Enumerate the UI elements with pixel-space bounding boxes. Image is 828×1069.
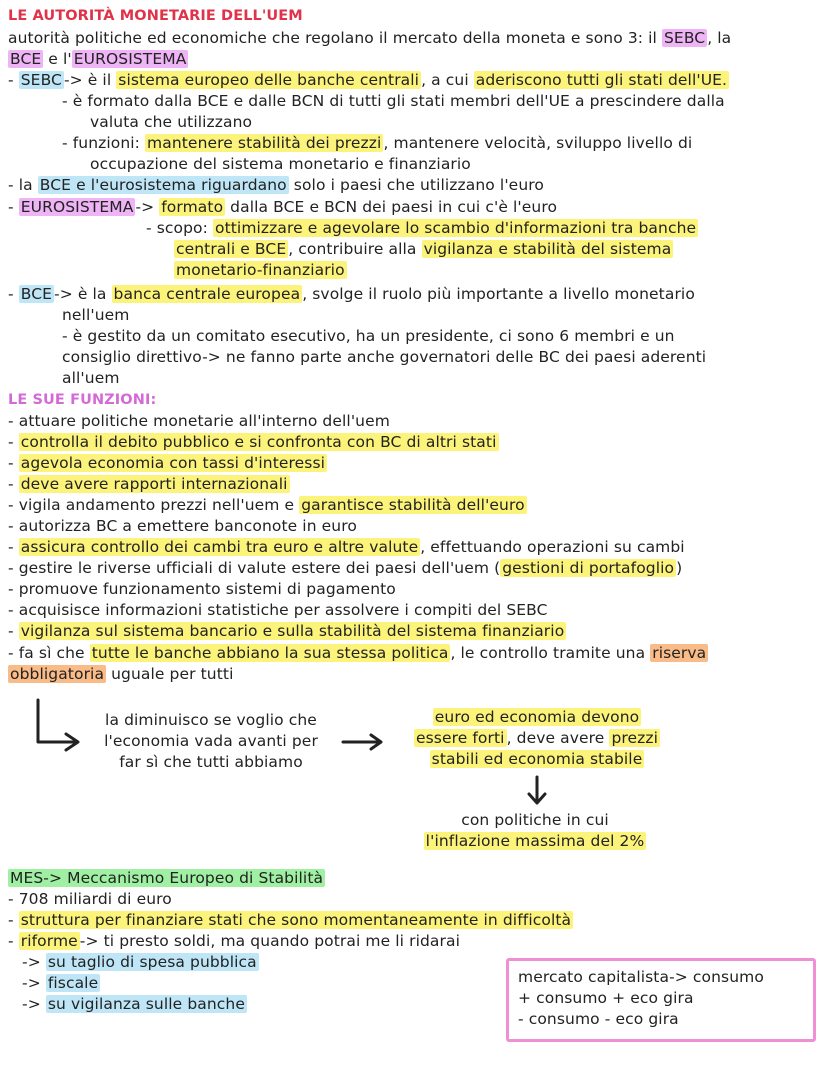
sebc-func-hl: mantenere stabilità dei prezzi — [147, 134, 382, 152]
eurosistema-scopo-hl: ottimizzare e agevolare lo scambio d'informazioni tra banche — [214, 219, 697, 237]
eurosistema-post: dalla BCE e BCN dei paesi in cui c'è l'euro — [225, 198, 558, 216]
eurosistema-scopo2-post: , contribuire alla — [288, 240, 422, 258]
flow-left-2: l'economia vada avanti per — [104, 732, 318, 750]
intro-sebc: SEBC — [663, 29, 706, 47]
flow-left-1: la diminuisco se voglio che — [105, 711, 317, 729]
function-11: - vigilanza sul sistema bancario e sulla stabilità del sistema finanziario — [8, 622, 565, 640]
function-8-pre: - gestire le riverse ufficiali di valute estere dei paesi dell'uem ( — [8, 559, 501, 577]
flow-bottom-1: con politiche in cui — [461, 811, 609, 829]
bce-line-4: consiglio direttivo-> ne fanno parte anche governatori delle BC dei paesi aderenti — [62, 348, 707, 366]
box-line-2: + consumo + eco gira — [518, 989, 694, 1007]
function-12-hl: tutte le banche abbiano la sua stessa politica — [91, 644, 449, 662]
function-6: - autorizza BC a emettere banconote in euro — [8, 517, 357, 535]
sebc-label: SEBC — [20, 71, 62, 89]
bce-euro-post: solo i paesi che utilizzano l'euro — [288, 176, 544, 194]
flow-right-2 — [382, 728, 692, 749]
mes-title — [8, 868, 325, 889]
sebc-formed-2: valuta che utilizzano — [90, 113, 253, 131]
mes-sub-3-hl: su vigilanza sulle banche — [47, 995, 245, 1013]
mes-sub-3 — [22, 994, 247, 1015]
mes-line-2-hl: struttura per finanziare stati che sono momentaneamente in difficoltà — [20, 911, 572, 929]
function-10: - acquisisce informazioni statistiche per assolvere i compiti del SEBC — [8, 601, 548, 619]
sebc-hl1: sistema europeo delle banche centrali — [118, 71, 420, 89]
bce-arrow: -> è la — [54, 285, 112, 303]
function-13-hl: obbligatoria — [10, 665, 105, 683]
mes-line-3-hl: riforme — [20, 932, 78, 950]
flow-right-2-hl2: prezzi — [611, 729, 659, 747]
mes-line-2: - struttura per finanziare stati che sono momentaneamente in difficoltà — [8, 911, 572, 929]
sebc-formed: - è formato dalla BCE e dalle BCN di tutti gli stati membri dell'UE a prescindere dalla — [62, 92, 725, 110]
bce-line-2: nell'uem — [62, 306, 130, 324]
intro-text: autorità politiche ed economiche che regolano il mercato della moneta e sono 3: il — [8, 29, 662, 47]
flow-bottom-2 — [400, 831, 670, 852]
flow-right-3-hl: stabili ed economia stabile — [431, 750, 643, 768]
function-4: - deve avere rapporti internazionali — [8, 475, 288, 493]
function-4-hl: deve avere rapporti internazionali — [20, 475, 288, 493]
function-7-post: , effettuando operazioni su cambi — [420, 538, 685, 556]
function-5-pre: - vigila andamento prezzi nell'uem e — [8, 496, 300, 514]
flow-right-3 — [382, 749, 692, 770]
functions-title: LE SUE FUNZIONI: — [8, 392, 157, 408]
intro-eurosistema: EUROSISTEMA — [73, 50, 187, 68]
bce-line-5: all'uem — [62, 369, 120, 387]
intro-text-b: , la — [707, 29, 732, 47]
function-12-hl2: riserva — [652, 644, 707, 662]
flow-bottom-2-hl: l'inflazione massima del 2% — [425, 832, 645, 850]
mes-sub-1-pre: -> — [22, 953, 46, 971]
eurosistema-hl1: formato — [161, 198, 224, 216]
sebc-functions-2: occupazione del sistema monetario e finanziario — [90, 155, 471, 173]
sebc-line: - SEBC -> è il sistema europeo delle banche centrali , a cui aderiscono tutti gli stati dell'UE. — [8, 71, 728, 89]
mes-sub-3-pre: -> — [22, 995, 46, 1013]
sebc-hl2: aderiscono tutti gli stati dell'UE. — [475, 71, 728, 89]
flow-right-1 — [382, 707, 692, 728]
bce-hl: banca centrale europea — [113, 285, 301, 303]
function-8-post: ) — [676, 559, 683, 577]
mes-sub-2 — [22, 973, 100, 994]
function-12-post: , le controllo tramite una — [450, 644, 651, 662]
sebc-mid: , a cui — [421, 71, 474, 89]
bce-label: BCE — [20, 285, 53, 303]
function-7: - assicura controllo dei cambi tra euro e altre valute , effettuando operazioni su cambi — [8, 538, 685, 556]
intro-text-c: e l' — [43, 50, 72, 68]
mes-title-hl: MES-> Meccanismo Europeo di Stabilità — [10, 869, 324, 887]
mes-sub-2-pre: -> — [22, 974, 46, 992]
function-8-hl: gestioni di portafoglio — [502, 559, 675, 577]
mes-sub-1 — [22, 952, 259, 973]
function-5-hl: garantisce stabilità dell'euro — [301, 496, 525, 514]
sebc-func-post: , mantenere velocità, sviluppo livello di — [383, 134, 693, 152]
flow-right-2-post: , deve avere — [506, 729, 610, 747]
eurosistema-line: - EUROSISTEMA -> formato dalla BCE e BCN dei paesi in cui c'è l'euro — [8, 198, 558, 216]
eurosistema-scopo-pre: - scopo: — [146, 219, 213, 237]
function-13-post: uguale per tutti — [106, 665, 234, 683]
function-11-hl: vigilanza sul sistema bancario e sulla stabilità del sistema finanziario — [20, 622, 565, 640]
bce-line: - BCE -> è la banca centrale europea , svolge il ruolo più importante a livello monetario — [8, 285, 695, 303]
flow-left-3: far sì che tutti abbiamo — [119, 753, 303, 771]
bce-line-3: - è gestito da un comitato esecutivo, ha un presidente, ci sono 6 membri e un — [62, 327, 675, 345]
function-1: - attuare politiche monetarie all'interno dell'uem — [8, 412, 390, 430]
eurosistema-scopo2-hl2: vigilanza e stabilità del sistema — [423, 240, 672, 258]
bce-euro-hl: BCE e l'eurosistema riguardano — [39, 176, 287, 194]
sebc-func-pre: - funzioni: — [62, 134, 146, 152]
box-line-3: - consumo - eco gira — [518, 1010, 679, 1028]
box-line-1: mercato capitalista-> consumo — [518, 968, 764, 986]
mes-line-3-post: -> ti presto soldi, ma quando potrai me li ridarai — [79, 932, 461, 950]
mes-sub-1-hl: su taglio di spesa pubblica — [47, 953, 257, 971]
eurosistema-arrow: -> — [135, 198, 160, 216]
sebc-arrow: -> è il — [63, 71, 117, 89]
intro-bce: BCE — [10, 50, 42, 68]
bce-post: , svolge il ruolo più importante a livello monetario — [302, 285, 695, 303]
function-3: - agevola economia con tassi d'interessi — [8, 454, 326, 472]
function-9: - promuove funzionamento sistemi di pagamento — [8, 580, 396, 598]
function-2: - controlla il debito pubblico e si confronta con BC di altri stati — [8, 433, 497, 451]
function-7-hl: assicura controllo dei cambi tra euro e altre valute — [20, 538, 419, 556]
mes-line-1: - 708 miliardi di euro — [8, 890, 172, 908]
flow-right-1-hl: euro ed economia devono — [434, 708, 640, 726]
function-3-hl: agevola economia con tassi d'interessi — [20, 454, 326, 472]
flow-right-2-hl: essere forti — [415, 729, 505, 747]
mes-sub-2-hl: fiscale — [47, 974, 99, 992]
bce-euro-pre: - la — [8, 176, 38, 194]
function-12-pre: - fa sì che — [8, 644, 90, 662]
eurosistema-label: EUROSISTEMA — [20, 198, 134, 216]
page-title: LE AUTORITÀ MONETARIE DELL'UEM — [8, 8, 303, 24]
eurosistema-scopo2-hl: centrali e BCE — [176, 240, 287, 258]
mes-line-3: - riforme -> ti presto soldi, ma quando potrai me li ridarai — [8, 932, 461, 950]
function-2-hl: controlla il debito pubblico e si confronta con BC di altri stati — [20, 433, 497, 451]
eurosistema-scopo3-hl: monetario-finanziario — [176, 261, 345, 279]
